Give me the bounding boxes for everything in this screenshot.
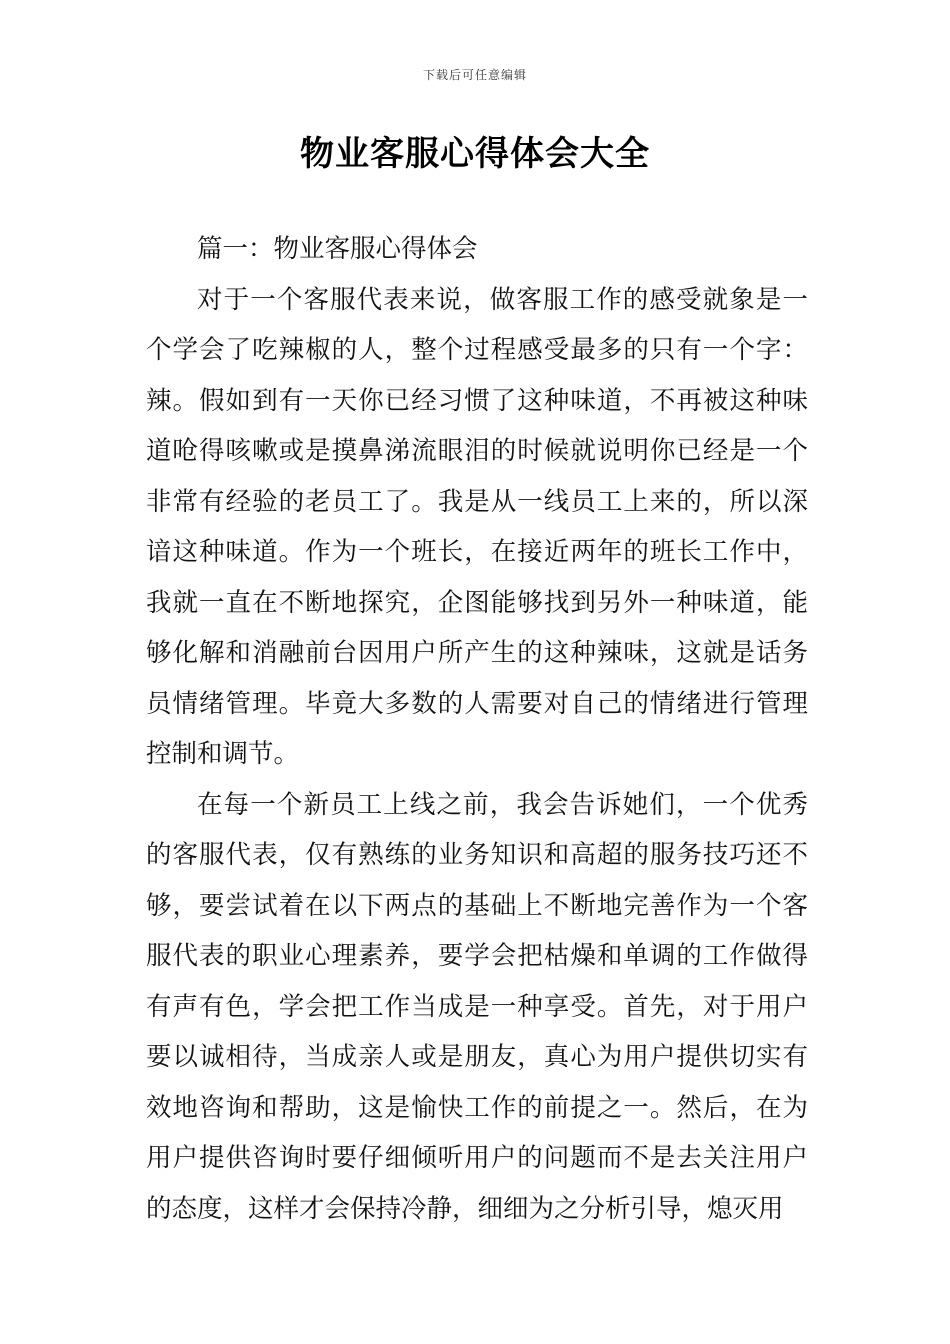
header-note: 下载后可任意编辑 [422,68,527,82]
document-title: 物业客服心得体会大全 [300,134,650,174]
paragraph: 对于一个客服代表来说，做客服工作的感受就象是一个学会了吃辣椒的人，整个过程感受最多的只有一个字：辣。假如到有一天你已经习惯了这种味道，不再被这种味道呛得咳嗽或是摸鼻涕流眼泪的时候就说明你已经是一个非常有经验的老员工了。我是从一线员工上来的，所以深谙这种味道。作为一个班长，在接近两年的班长工作中，我就一直在不断地探究，企图能够找到另外一种味道，能够化解和消融前台因用户所产生的这种辣味，这就是话务员情绪管理。毕竟大多数的人需要对自己的情绪进行管理控制和调节。 [146,284,808,769]
section-heading: 篇一：物业客服心得体会 [197,234,478,264]
document-body [146,224,808,1234]
paragraph: 在每一个新员工上线之前，我会告诉她们，一个优秀的客服代表，仅有熟练的业务知识和高超的服务技巧还不够，要尝试着在以下两点的基础上不断地完善作为一个客服代表的职业心理素养，要学会把枯燥和单调的工作做得有声有色，学会把工作当成是一种享受。首先，对于用户要以诚相待，当成亲人或是朋友，真心为用户提供切实有效地咨询和帮助，这是愉快工作的前提之一。然后，在为用户提供咨询时要仔细倾听用户的问题而不是去关注用户的态度，这样才会保持冷静，细细为之分析引导，熄灭用 [146,789,808,1224]
